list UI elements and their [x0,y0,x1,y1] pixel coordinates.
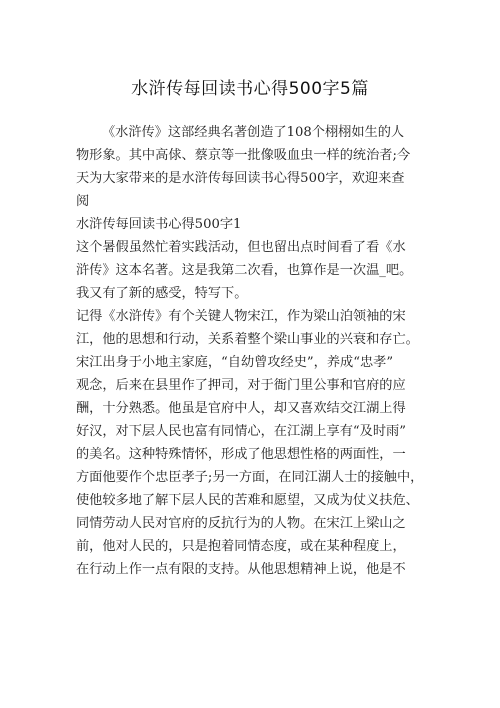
text-line: 天为大家带来的是水浒传每回读书心得500字，欢迎来查 [76,171,405,186]
text-line: 记得《水浒传》有个关键人物宋江，作为梁山泊领袖的宋 [76,309,406,324]
text-line: 观念，后来在县里作了押司，对于衙门里公事和官府的应 [76,378,406,393]
text-line: 前，他对人民的，只是抱着同情态度，或在某种程度上， [76,539,406,554]
text-line: 好汉，对下层人民也富有同情心，在江湖上享有“及时雨” [76,424,406,439]
text-line: 阅 [76,194,90,209]
text-line: 这个暑假虽然忙着实践活动，但也留出点时间看了看《水 [76,240,406,255]
text-line: 《水浒传》这部经典名著创造了108个栩栩如生的人 [102,125,405,140]
text-line: 我又有了新的感受，特写下。 [76,286,248,301]
document-title: 水浒传每回读书心得500字5篇 [131,79,369,99]
text-line: 江，他的思想和行动，关系着整个梁山事业的兴衰和存亡。 [76,332,419,347]
text-line: 方面他要作个忠臣孝子;另一方面，在同江湖人士的接触中， [76,470,424,485]
text-line: 同情劳动人民对官府的反抗行为的人物。在宋江上梁山之 [76,516,406,531]
text-line: 浒传》这本名著。这是我第二次看，也算作是一次温_吧。 [76,263,413,278]
text-line: 宋江出身于小地主家庭，“自幼曾攻经史”，养成“忠孝” [76,355,394,370]
text-line: 水浒传每回读书心得500字1 [76,217,242,232]
text-line: 使他较多地了解下层人民的苦难和愿望，又成为仗义扶危、 [76,493,419,508]
text-line: 酬，十分熟悉。他虽是官府中人，却又喜欢结交江湖上得 [76,401,406,416]
document-body [76,121,436,581]
text-line: 的美名。这种特殊情怀，形成了他思想性格的两面性，一 [76,447,406,462]
text-line: 在行动上作一点有限的支持。从他思想精神上说，他是不 [76,562,406,577]
text-line: 物形象。其中高俅、蔡京等一批像吸血虫一样的统治者;今 [76,148,411,163]
